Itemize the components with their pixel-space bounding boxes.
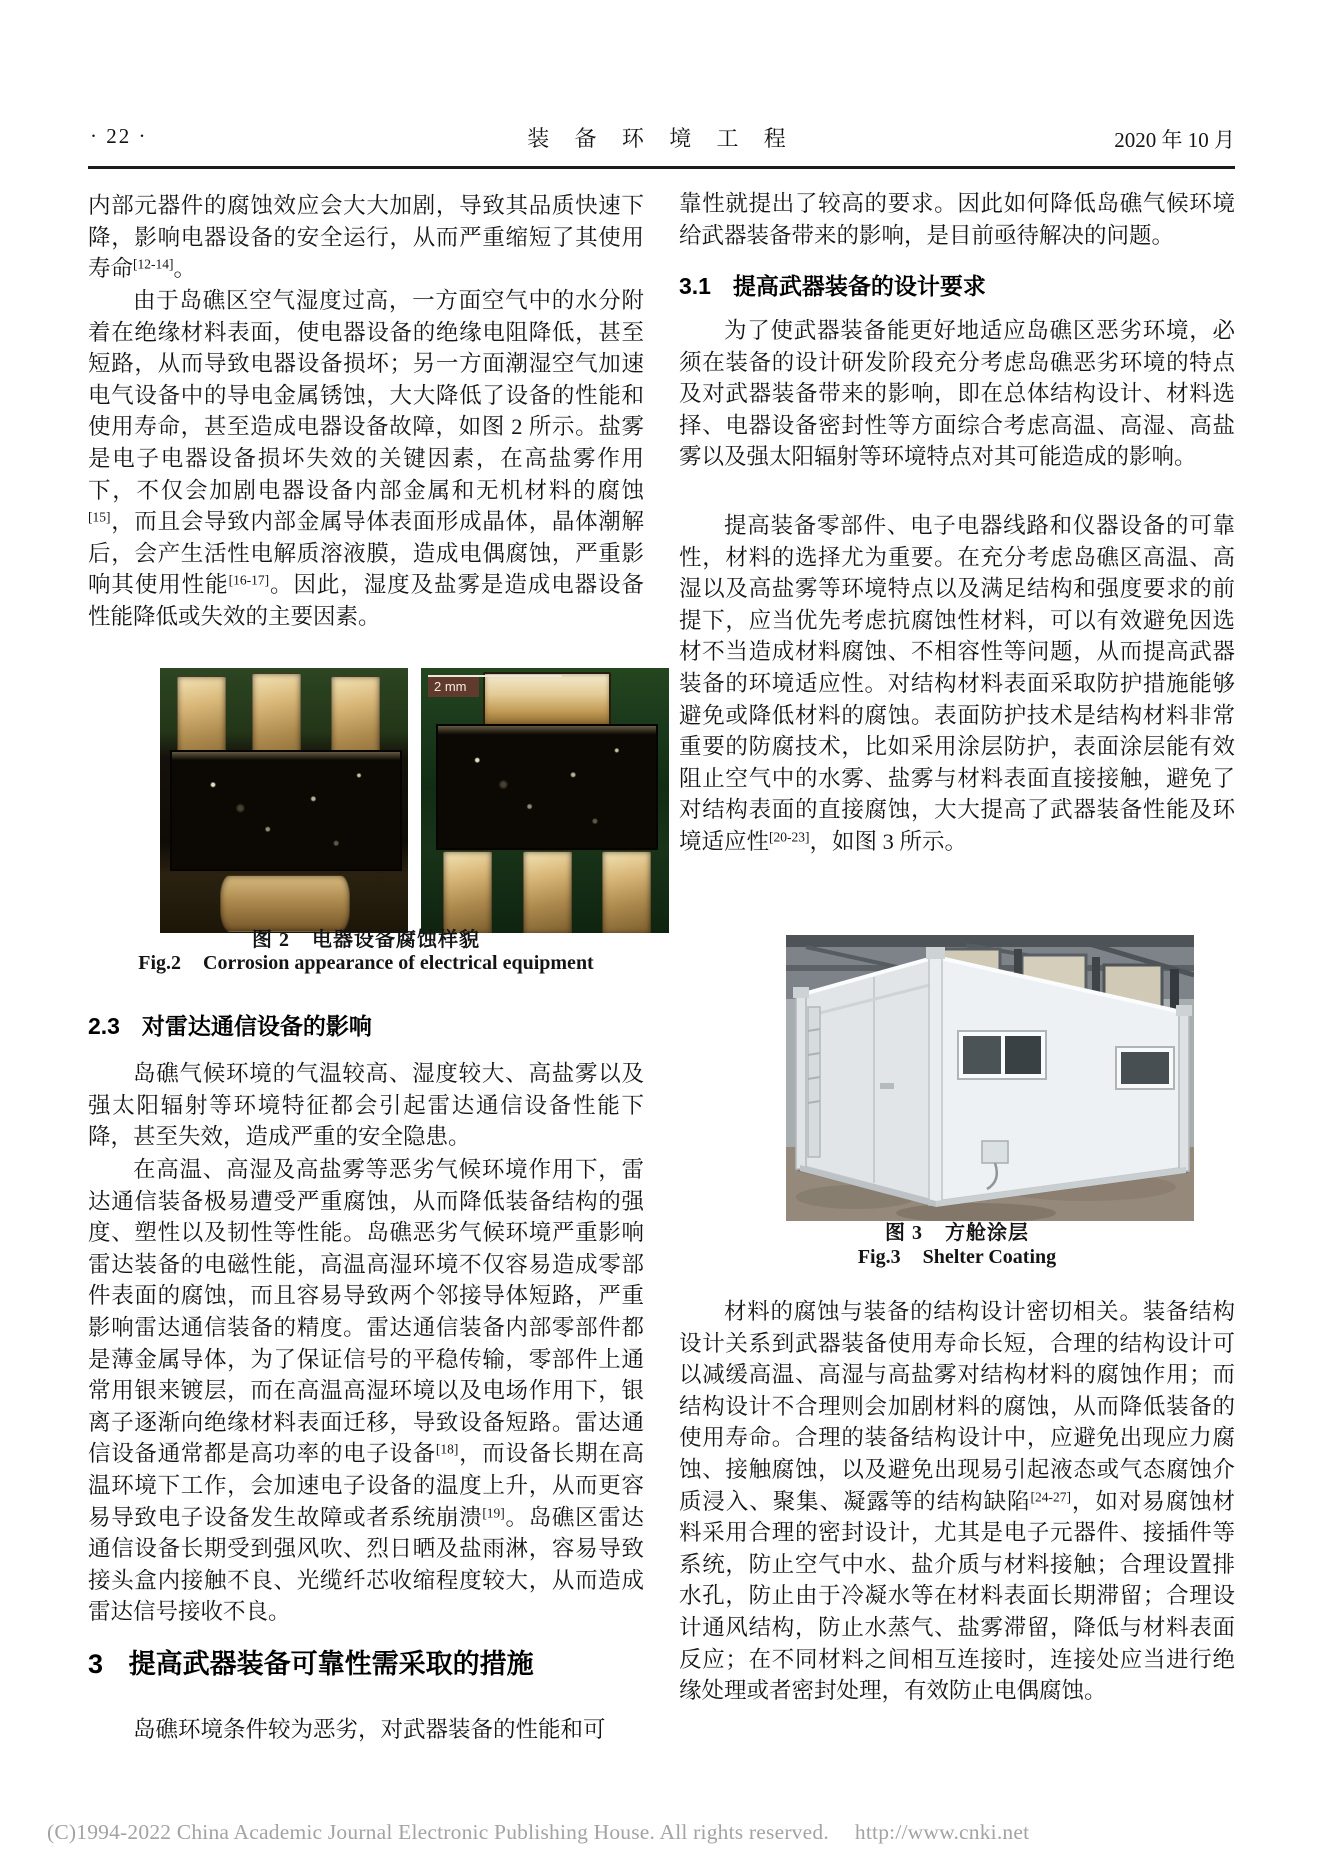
figure2-corrosion-photos — [160, 668, 669, 933]
figure2-label-zh: 图 2 — [252, 929, 290, 951]
figure3-title-en: Shelter Coating — [922, 1246, 1057, 1268]
corroded-chip — [170, 750, 402, 871]
section-number: 3.1 — [679, 273, 711, 299]
shelter-coating-illustration — [786, 935, 1194, 1221]
page-number: · 22 · — [90, 124, 148, 148]
paragraph-radar-impact-intro: 岛礁气候环境的气温较高、湿度较大、高盐雾以及强太阳辐射等环境特征都会引起雷达通信设备性能下降，甚至失效，造成严重的安全隐患。 — [88, 1061, 644, 1150]
cnki-url: http://www.cnki.net — [854, 1820, 1030, 1844]
paragraph-measures-intro-cont: 靠性就提出了较高的要求。因此如何降低岛礁气候环境给武器装备带来的影响，是目前亟待解决的问题。 — [679, 191, 1235, 248]
gold-pad — [602, 851, 651, 933]
gold-component — [483, 672, 611, 726]
section-heading-2-3 — [88, 1008, 644, 1041]
figure2-caption-en — [88, 952, 644, 975]
figure2-title-en: Corrosion appearance of electrical equipment — [203, 952, 594, 974]
paragraph-radar-impact-detail: 在高温、高湿及高盐雾等恶劣气候环境作用下，雷达通信装备极易遭受严重腐蚀，从而降低装备结构的强度、塑性以及韧性等性能。岛礁恶劣气候环境严重影响雷达装备的电磁性能，高温高湿环境不仅容易造成零部件表面的腐蚀，而且容易导致两个邻接导体短路，严重影响雷达通信装备的精度。雷达通信装备内部零部件都是薄金属导体，为了保证信号的平稳传输，零部件上通常用银来镀层，而在高温高湿环境以及电场作用下，银离子逐渐向绝缘材料表面迁移，导致设备短路。雷达通信设备通常都是高功率的电子设备[18]，而设备长期在高温环境下工作，会加速电子设备的温度上升，从而更容易导致电子设备发生故障或者系统崩溃[19]。岛礁区雷达通信设备长期受到强风吹、烈日晒及盐雨淋，容易导致接头盒内接触不良、光缆纤芯收缩程度较大，从而造成雷达信号接收不良。 — [88, 1157, 644, 1625]
gold-pad — [443, 851, 492, 933]
section-heading-3 — [88, 1642, 644, 1681]
paragraph-design-requirements: 为了使武器装备能更好地适应岛礁区恶劣环境，必须在装备的设计研发阶段充分考虑岛礁恶劣环境的特点及对武器装备带来的影响，即在总体结构设计、材料选择、电器设备密封性等方面综合考虑高温、高湿、高盐雾以及强太阳辐射等环境特点对其可能造成的影响。 — [679, 318, 1235, 470]
paragraph-humidity-salt-fog: 由于岛礁区空气湿度过高，一方面空气中的水分附着在绝缘材料表面，使电器设备的绝缘电阻降低，甚至短路，从而导致电器设备损坏；另一方面潮湿空气加速电气设备中的导电金属锈蚀，大大降低了设备的性能和使用寿命，甚至造成电器设备故障，如图 2 所示。盐雾是电子电器设备损坏失效的关键因素，在高盐雾作用下，不仅会加剧电器设备内部金属和无机材料的腐蚀[15]，而且会导致内部金属导体表面形成晶体，晶体潮解后，会产生活性电解质溶液膜，造成电偶腐蚀，严重影响其使用性能[16-17]。因此，湿度及盐雾是造成电器设备性能降低或失效的主要因素。 — [88, 288, 644, 629]
gold-pad — [523, 851, 572, 933]
figure3-label-zh: 图 3 — [885, 1222, 923, 1244]
figure3-title-zh: 方舱涂层 — [945, 1222, 1029, 1244]
section-title: 提高武器装备可靠性需采取的措施 — [128, 1649, 534, 1679]
figure3-shelter-photo — [786, 935, 1194, 1221]
left-column — [88, 0, 644, 1872]
paragraph-material-selection: 提高装备零部件、电子电器线路和仪器设备的可靠性，材料的选择尤为重要。在充分考虑岛礁区高温、高湿以及高盐雾等环境特点以及满足结构和强度要求的前提下，应当优先考虑抗腐蚀性材料，可以有效避免因选材不当造成材料腐蚀、不相容性等问题，从而提高武器装备的环境适应性。对结构材料表面采取防护措施能够避免或降低材料的腐蚀。表面防护技术是结构材料非常重要的防腐技术，比如采用涂层防护，表面涂层能有效阻止空气中的水雾、盐雾与材料表面直接接触，避免了对结构表面的直接腐蚀，大大提高了武器装备性能及环境适应性[20-23]，如图 3 所示。 — [679, 513, 1235, 854]
figure2-photo-left — [160, 668, 408, 933]
figure2-label-en: Fig.2 — [138, 952, 182, 974]
section-heading-3-1 — [679, 268, 1235, 301]
section-title: 提高武器装备的设计要求 — [732, 273, 986, 299]
copyright-text: (C)1994-2022 China Academic Journal Electronic Publishing House. All rights reserved. — [47, 1820, 829, 1844]
figure2-photo-right — [421, 668, 669, 933]
paragraph-structure-design: 材料的腐蚀与装备的结构设计密切相关。装备结构设计关系到武器装备使用寿命长短，合理的结构设计可以减缓高温、高湿与高盐雾对结构材料的腐蚀作用；而结构设计不合理则会加剧材料的腐蚀，从而降低装备的使用寿命。合理的装备结构设计中，应避免出现应力腐蚀、接触腐蚀，以及避免出现易引起液态或气态腐蚀介质浸入、聚集、凝露等的结构缺陷[24-27]，如对易腐蚀材料采用合理的密封设计，尤其是电子元器件、接插件等系统，防止空气中水、盐介质与材料接触；合理设置排水孔，防止由于冷凝水等在材料表面长期滞留；合理设计通风结构，防止水蒸气、盐雾滞留，降低与材料表面反应；在不同材料之间相互连接时，连接处应当进行绝缘处理或者密封处理，有效防止电偶腐蚀。 — [679, 1299, 1235, 1704]
figure2-caption-zh — [88, 923, 644, 952]
corroded-chip — [436, 724, 658, 850]
copyright-watermark — [47, 1820, 1287, 1845]
section-number: 3 — [88, 1649, 104, 1679]
section-title: 对雷达通信设备的影响 — [141, 1013, 372, 1039]
paragraph-measures-intro: 岛礁环境条件较为恶劣，对武器装备的性能和可 — [133, 1717, 606, 1742]
figure3-caption-zh — [679, 1216, 1235, 1245]
journal-title: 装 备 环 境 工 程 — [527, 126, 796, 151]
paragraph-corrosion-effect: 内部元器件的腐蚀效应会大大加剧，导致其品质快速下降，影响电器设备的安全运行，从而严重缩短了其使用寿命[12-14]。 — [88, 193, 644, 282]
figure3-label-en: Fig.3 — [857, 1246, 901, 1268]
figure2-title-zh: 电器设备腐蚀样貌 — [312, 929, 480, 951]
right-column — [679, 0, 1235, 1872]
issue-date: 2020 年 10 月 — [1114, 128, 1235, 152]
scale-bar-label: 2 mm — [428, 677, 479, 697]
section-number: 2.3 — [88, 1013, 120, 1039]
figure3-caption-en — [679, 1246, 1235, 1269]
